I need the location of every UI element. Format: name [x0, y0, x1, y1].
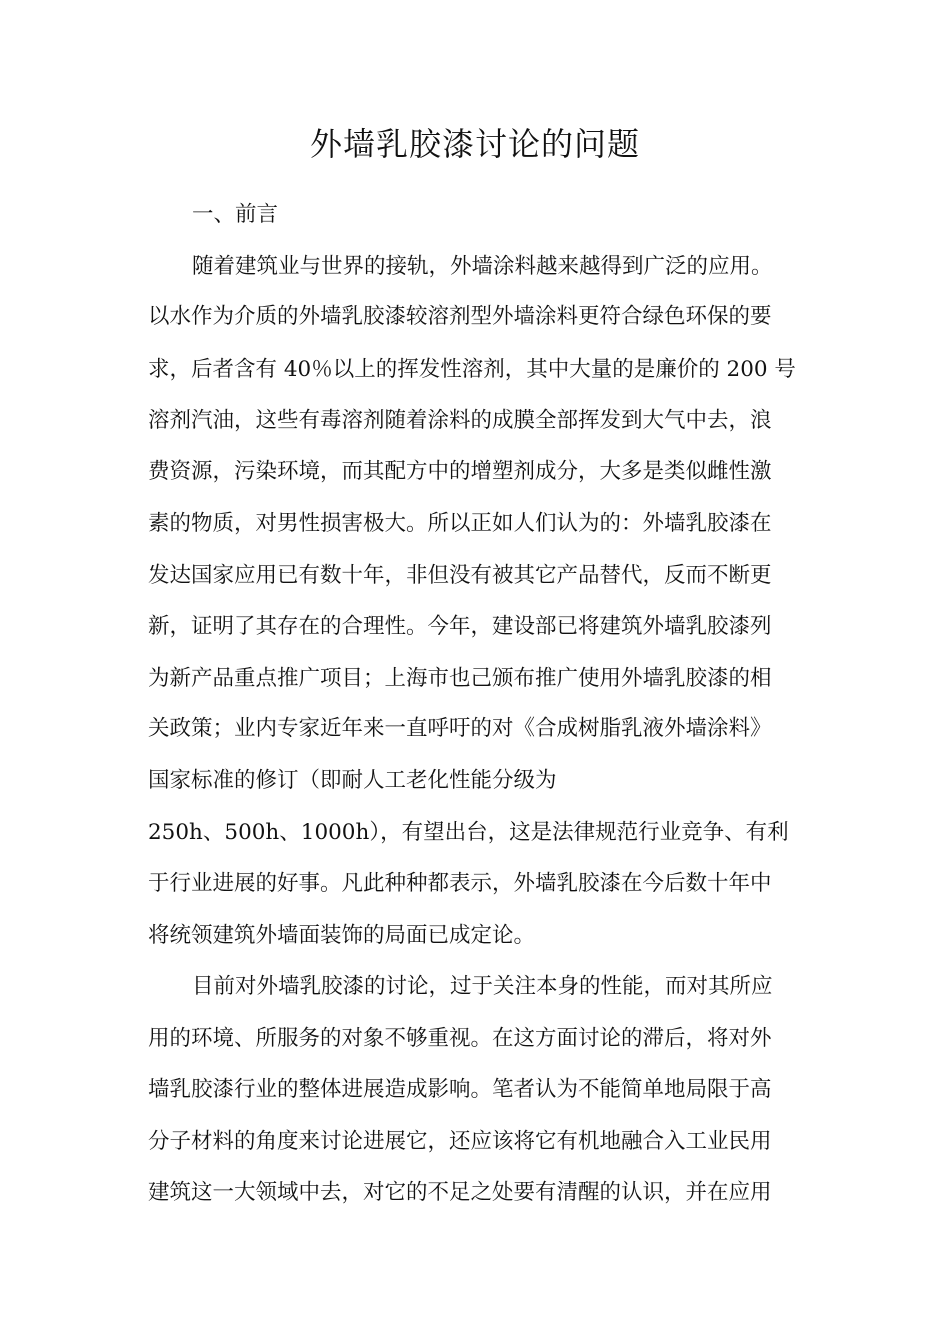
- paragraph-line: 素的物质，对男性损害极大。所以正如人们认为的：外墙乳胶漆在: [148, 511, 772, 536]
- paragraph-line: 费资源，污染环境，而其配方中的增塑剂成分，大多是类似雌性激: [148, 459, 772, 484]
- paragraph-line: 求，后者含有 40％以上的挥发性溶剂，其中大量的是廉价的 200 号: [148, 357, 796, 382]
- paragraph-line: 于行业进展的好事。凡此种种都表示，外墙乳胶漆在今后数十年中: [148, 871, 772, 896]
- document-title: 外墙乳胶漆讨论的问题: [309, 125, 640, 163]
- paragraph-line: 目前对外墙乳胶漆的讨论，过于关注本身的性能，而对其所应: [192, 974, 773, 999]
- paragraph-line: 溶剂汽油，这些有毒溶剂随着涂料的成膜全部挥发到大气中去，浪: [148, 408, 772, 433]
- paragraph-line: 将统领建筑外墙面装饰的局面已成定论。: [148, 923, 536, 948]
- paragraph-line: 国家标准的修订（即耐人工老化性能分级为: [148, 768, 557, 793]
- paragraph-line: 分子材料的角度来讨论进展它，还应该将它有机地融合入工业民用: [148, 1129, 772, 1154]
- paragraph-line: 用的环境、所服务的对象不够重视。在这方面讨论的滞后，将对外: [148, 1026, 772, 1051]
- section-heading: 一、前言: [192, 202, 279, 227]
- paragraph-line: 随着建筑业与世界的接轨，外墙涂料越来越得到广泛的应用。: [192, 254, 773, 279]
- paragraph-line: 关政策；业内专家近年来一直呼吁的对《合成树脂乳液外墙涂料》: [148, 716, 772, 741]
- paragraph-line: 发达国家应用已有数十年，非但没有被其它产品替代，反而不断更: [148, 563, 772, 588]
- paragraph-line: 建筑这一大领域中去，对它的不足之处要有清醒的认识，并在应用: [148, 1180, 772, 1205]
- paragraph-line: 新，证明了其存在的合理性。今年，建设部已将建筑外墙乳胶漆列: [148, 614, 772, 639]
- paragraph-line: 以水作为介质的外墙乳胶漆较溶剂型外墙涂料更符合绿色环保的要: [148, 304, 772, 329]
- paragraph-line: 为新产品重点推广项目；上海市也己颁布推广使用外墙乳胶漆的相: [148, 666, 772, 691]
- paragraph-line: 墙乳胶漆行业的整体进展造成影响。笔者认为不能简单地局限于高: [148, 1077, 772, 1102]
- paragraph-line: 250h、500h、1000h），有望出台，这是法律规范行业竞争、有利: [148, 820, 789, 845]
